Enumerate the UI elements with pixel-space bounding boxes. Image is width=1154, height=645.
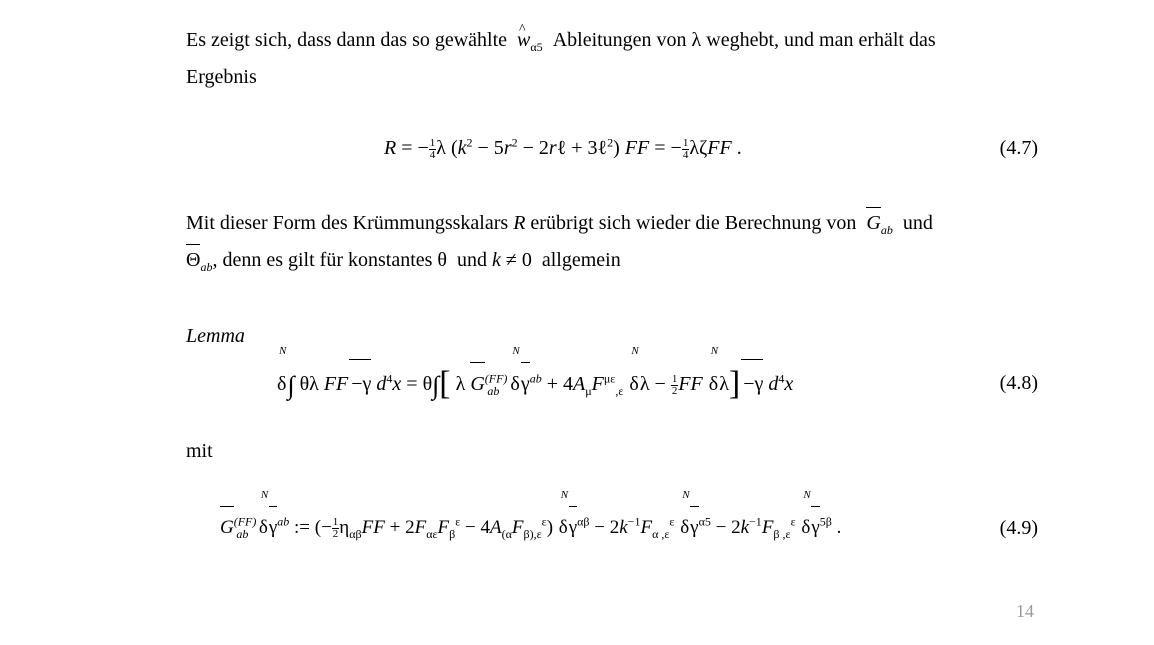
page-number: 14 (1016, 601, 1034, 621)
lemma-label: Lemma (186, 325, 245, 347)
equation-4-7-number: (4.7) (999, 137, 1038, 159)
equation-4-8-number: (4.8) (999, 372, 1038, 394)
equation-4-9 (186, 504, 1038, 552)
equation-4-9-number: (4.9) (999, 517, 1038, 539)
curvature-paragraph (186, 205, 1038, 279)
mit-label: mit (186, 440, 213, 462)
equation-4-7-body: R = − $\frac{1}{4}$ λ ($k^2 - 5r^2$ − 2rℓ + 3ℓ$^2$) FF = − $\frac{1}{4}$ λζFF . (384, 135, 742, 161)
equation-4-7 (186, 124, 1038, 172)
intro-paragraph (186, 22, 1038, 96)
equation-4-8 (186, 359, 1038, 407)
curvature-visible: Mit dieser Form des Krümmungsskalars R erübrigt sich wieder die Berechnung von $G_{ab}$ und $\Theta_{ab}$, denn es gilt für konstantes θ und k ≠ 0 allgemein (186, 212, 933, 271)
intro-visible: Es zeigt sich, dass dann das so gewählte ^ $w_{\alpha 5}$ Ableitungen von λ weghebt, und man erhält das Ergebnis (186, 29, 936, 88)
equation-4-8-body: N δ∫ θλ FF −γ $d^4x = \theta\int$[ λ $G^{(FF)}_{ab}$ N $\delta\gamma^{ab} + 4A_\mu F^{\mu\varepsilon}_{,\varepsilon}$ N δλ − $\frac{1}{2}$ FF N δλ] −γ $d^4x$ (276, 359, 793, 410)
equation-4-9-body: $G^{(FF)}_{ab}$ N $\delta\gamma^{ab}$ := (− $\frac{1}{2}$ $\eta_{\alpha\beta}FF + 2F_{\alpha\varepsilon}F_\beta^\varepsilon - 4A_{(\alpha}F_{\beta),\varepsilon}^\varepsilon$) N $\delta\gamma^{\alpha\beta} - 2k^{-1}F_{\alpha ,\varepsilon}^\varepsilon$ N $\delta\gamma^{\alpha 5} - 2k^{-1}F_{\beta ,\varepsilon}^\varepsilon$ N $\delta\gamma^{5\beta}$ . (220, 504, 841, 552)
